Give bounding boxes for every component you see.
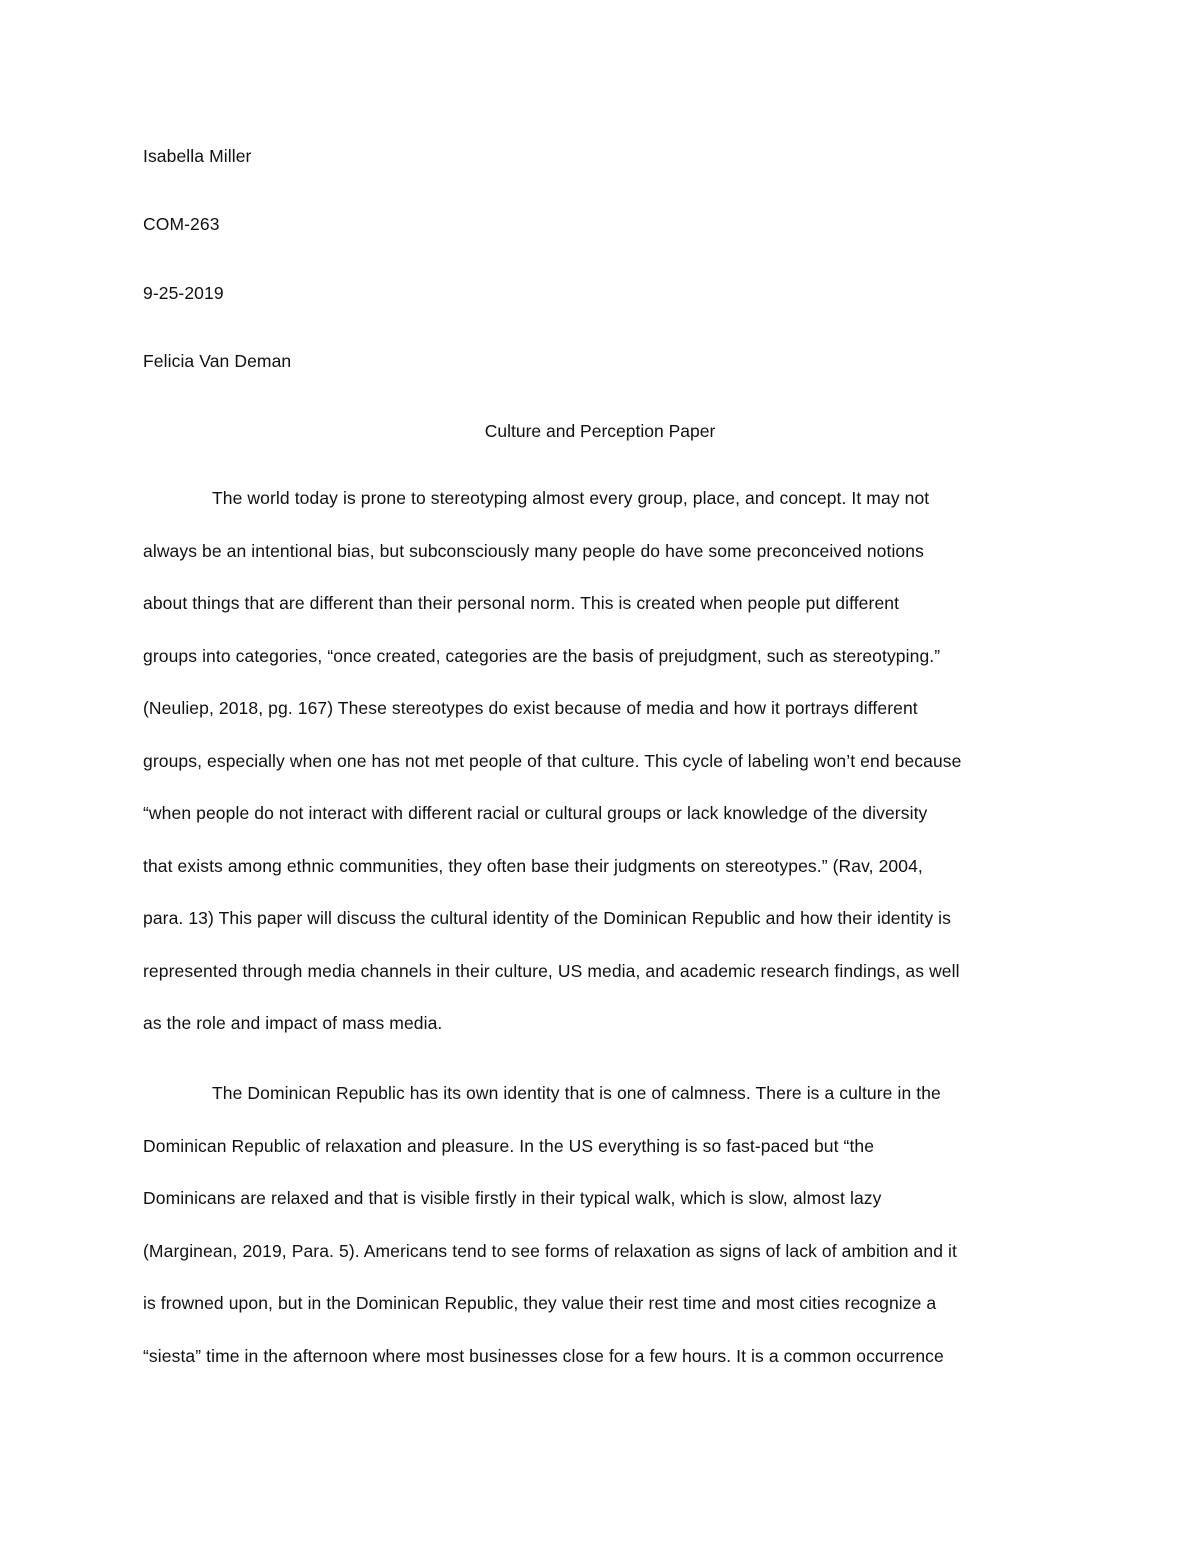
- paragraph-line: “siesta” time in the afternoon where most businesses close for a few hours. It is a common occurrence: [143, 1346, 944, 1366]
- paper-title: Culture and Perception Paper: [484, 421, 716, 441]
- paragraph-line: represented through media channels in their culture, US media, and academic research findings, as well: [143, 961, 960, 981]
- paragraph-line: Dominicans are relaxed and that is visible firstly in their typical walk, which is slow, almost lazy: [143, 1188, 882, 1208]
- paragraph-line: groups, especially when one has not met people of that culture. This cycle of labeling won’t end because: [143, 751, 962, 771]
- paragraph-line: Dominican Republic of relaxation and pleasure. In the US everything is so fast-paced but “the: [143, 1136, 875, 1156]
- course-code: COM-263: [143, 214, 220, 234]
- paragraph-line: about things that are different than their personal norm. This is created when people put different: [143, 593, 900, 613]
- paragraph-line: “when people do not interact with different racial or cultural groups or lack knowledge of the diversity: [143, 803, 928, 823]
- paragraph-line: para. 13) This paper will discuss the cultural identity of the Dominican Republic and how their identity is: [143, 908, 952, 928]
- paragraph-line: (Marginean, 2019, Para. 5). Americans tend to see forms of relaxation as signs of lack of ambition and it: [143, 1241, 957, 1261]
- date: 9-25-2019: [143, 283, 224, 303]
- paragraph-line: The world today is prone to stereotyping almost every group, place, and concept. It may not: [212, 488, 930, 508]
- paragraph-line: that exists among ethnic communities, they often base their judgments on stereotypes.” (Rav, 2004,: [143, 856, 923, 876]
- paragraph-line: is frowned upon, but in the Dominican Republic, they value their rest time and most cities recognize a: [143, 1293, 937, 1313]
- paragraph-line: as the role and impact of mass media.: [143, 1013, 443, 1033]
- student-name: Isabella Miller: [143, 146, 252, 166]
- paragraph-line: (Neuliep, 2018, pg. 167) These stereotypes do exist because of media and how it portrays different: [143, 698, 918, 718]
- instructor-name: Felicia Van Deman: [143, 351, 292, 371]
- paragraph-line: groups into categories, “once created, categories are the basis of prejudgment, such as stereotyping.”: [143, 646, 941, 666]
- paragraph-line: The Dominican Republic has its own identity that is one of calmness. There is a culture in the: [212, 1083, 941, 1103]
- paragraph-line: always be an intentional bias, but subconsciously many people do have some preconceived notions: [143, 541, 924, 561]
